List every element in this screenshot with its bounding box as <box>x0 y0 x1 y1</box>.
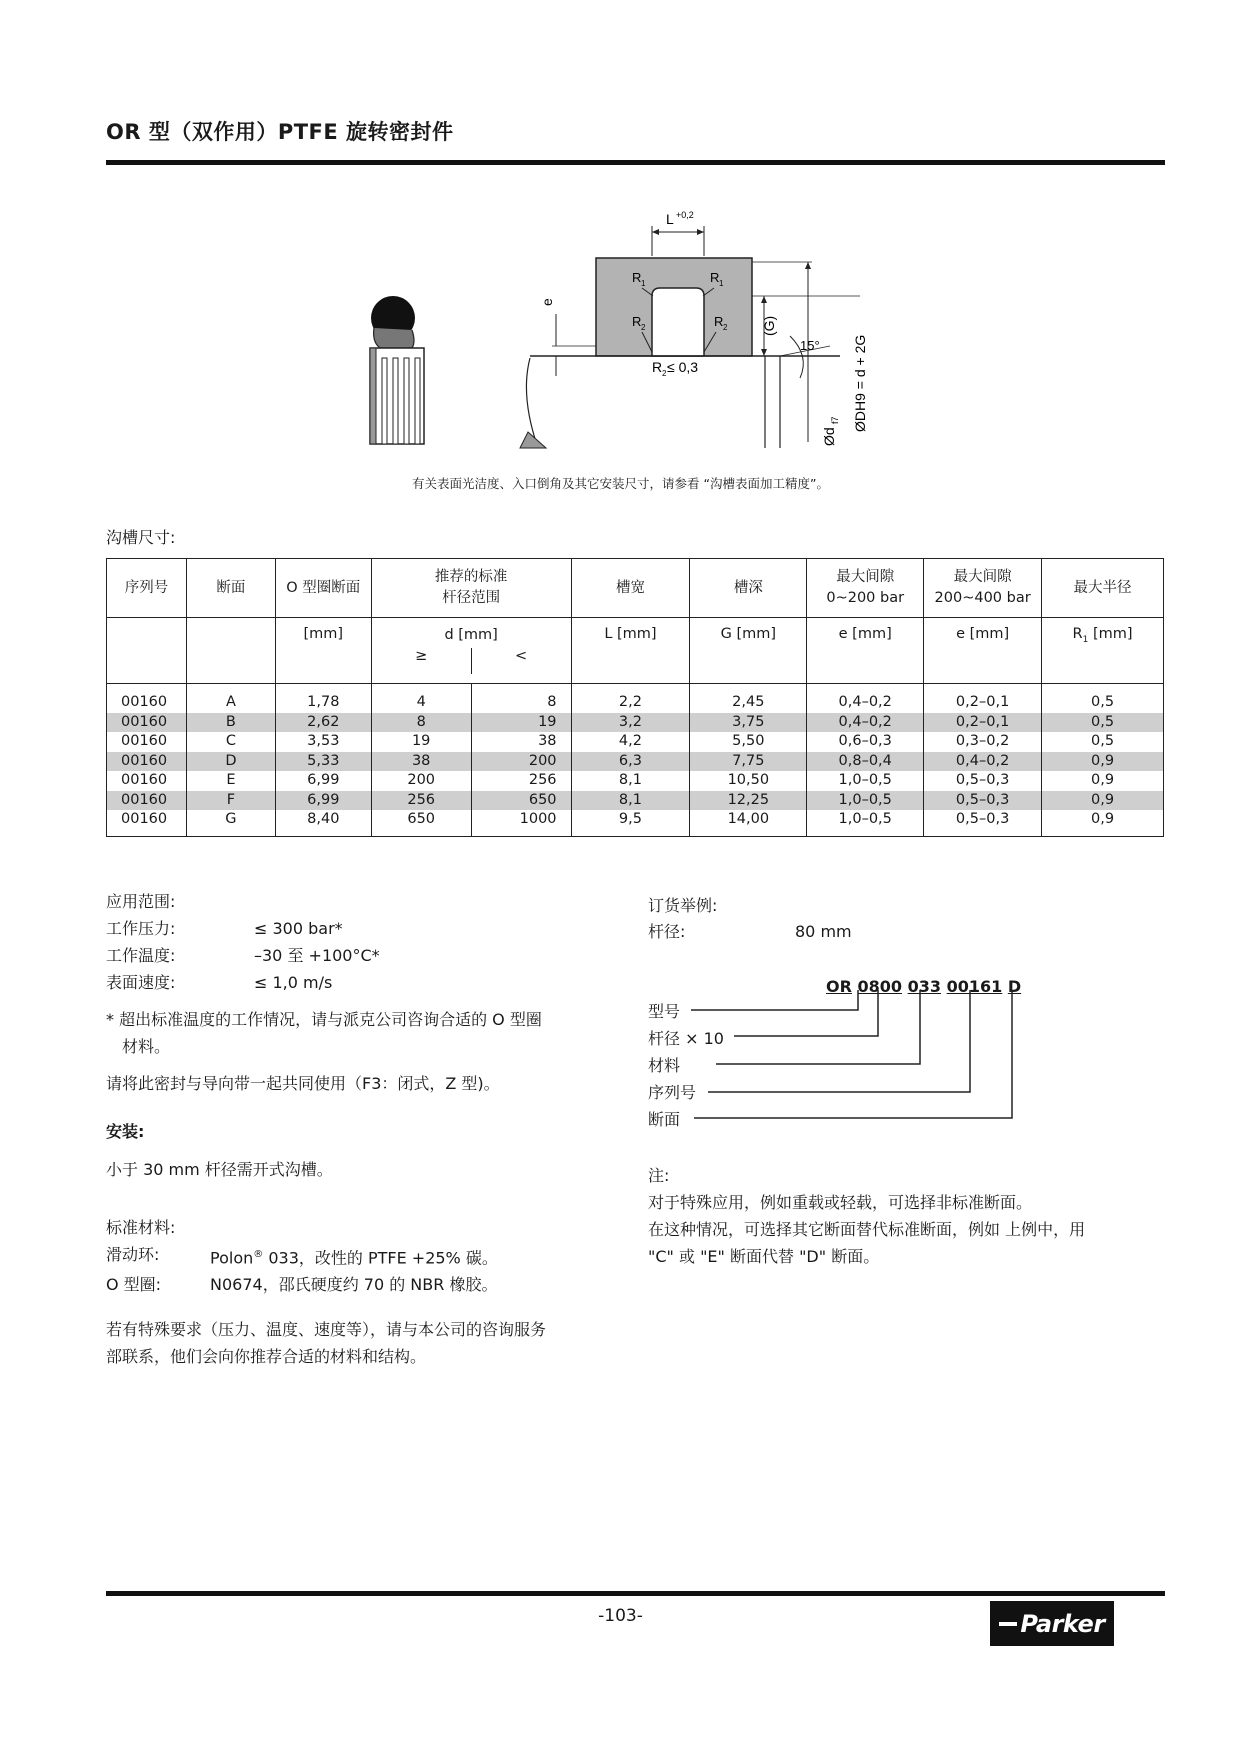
unit-rod-max: < <box>515 648 528 664</box>
footnote-line-1: * 超出标准温度的工作情况，请与派克公司咨询合适的 O 型圈 <box>106 1010 542 1029</box>
header-gap-400: 最大间隙 200~400 bar <box>924 559 1042 618</box>
label-R2-right-sub: 2 <box>723 323 728 332</box>
table-header-row <box>107 559 1164 618</box>
table-cell: 1000 <box>471 810 571 836</box>
table-cell: A <box>186 684 275 713</box>
table-cell: 00160 <box>107 810 187 836</box>
table-cell: E <box>186 771 275 791</box>
legend-type: 型号 <box>648 1002 681 1021</box>
slide-ring-label: 滑动环: <box>106 1245 160 1264</box>
unit-radius-sub: 1 <box>1082 634 1089 645</box>
label-R1-right: R <box>710 270 720 285</box>
materials-heading: 标准材料: <box>106 1218 176 1237</box>
groove-dimensions-table <box>106 558 1164 837</box>
label-R1-right-sub: 1 <box>719 279 724 288</box>
table-cell: 3,2 <box>571 713 690 733</box>
temperature-value: –30 至 +100°C* <box>254 946 380 965</box>
installation-heading: 安装: <box>106 1122 145 1141</box>
label-d-sub: f7 <box>830 416 840 424</box>
guide-note: 请将此密封与导向带一起共同使用（F3：闭式，Z 型)。 <box>106 1074 500 1093</box>
table-cell: 0,9 <box>1042 771 1164 791</box>
slide-ring-value <box>210 1241 498 1271</box>
label-R2-note-sub: 2 <box>662 369 667 378</box>
unit-radius-tail: [mm] <box>1088 626 1133 642</box>
diagram-caption: 有关表面光洁度、入口倒角及其它安装尺寸，请参看 “沟槽表面加工精度”。 <box>412 476 829 491</box>
pressure-label: 工作压力: <box>106 919 176 938</box>
table-cell: 0,6–0,3 <box>807 732 924 752</box>
unit-oring: [mm] <box>275 618 371 684</box>
table-cell: 200 <box>471 752 571 772</box>
unit-rod-label: d [mm] <box>444 627 498 643</box>
unit-radius-main: R <box>1072 626 1083 642</box>
table-cell: 38 <box>371 752 471 772</box>
oring-value: N0674，邵氏硬度约 70 的 NBR 橡胶。 <box>210 1275 498 1295</box>
table-cell: 8 <box>471 684 571 713</box>
bottom-rule <box>106 1591 1165 1596</box>
table-cell: 0,3–0,2 <box>924 732 1042 752</box>
table-cell: 1,78 <box>275 684 371 713</box>
label-L: L <box>666 211 674 227</box>
page-title: OR 型（双作用）PTFE 旋转密封件 <box>106 120 454 144</box>
notes-heading: 注: <box>648 1166 670 1185</box>
table-cell: 0,5–0,3 <box>924 771 1042 791</box>
table-cell: 7,75 <box>690 752 807 772</box>
table-cell: 00160 <box>107 752 187 772</box>
table-cell: B <box>186 713 275 733</box>
table-cell: 00160 <box>107 791 187 811</box>
slide-ring-reg: ® <box>253 1249 264 1260</box>
order-legend <box>648 998 724 1133</box>
order-rod <box>648 918 852 945</box>
table-cell: 0,5 <box>1042 713 1164 733</box>
page-number: -103- <box>598 1606 643 1626</box>
slide-ring-value-b: 033，改性的 PTFE +25% 碳。 <box>263 1248 498 1268</box>
table-cell: 0,5–0,3 <box>924 791 1042 811</box>
legend-material: 材料 <box>648 1056 681 1075</box>
table-cell: 1,0–0,5 <box>807 791 924 811</box>
unit-rod-min: ≥ <box>372 648 472 674</box>
table-cell: 00160 <box>107 732 187 752</box>
table-cell: 2,62 <box>275 713 371 733</box>
legend-rod: 杆径 × 10 <box>648 1029 724 1048</box>
table-cell: 10,50 <box>690 771 807 791</box>
label-G: (G) <box>761 315 777 336</box>
table-cell: 8,1 <box>571 791 690 811</box>
table-cell: 2,2 <box>571 684 690 713</box>
table-cell: G <box>186 810 275 836</box>
order-heading: 订货举例: <box>648 896 718 915</box>
table-cell: 0,2–0,1 <box>924 684 1042 713</box>
code-material: 033 <box>907 977 942 996</box>
table-cell: 4 <box>371 684 471 713</box>
table-cell: 19 <box>371 732 471 752</box>
slide-ring-value-a: Polon <box>210 1248 254 1268</box>
table-cell: 1,0–0,5 <box>807 810 924 836</box>
table-cell: 650 <box>471 791 571 811</box>
legend-section: 断面 <box>648 1110 681 1129</box>
speed-label: 表面速度: <box>106 973 176 992</box>
logo-text: Parker <box>1020 1609 1105 1638</box>
table-cell: 0,5 <box>1042 732 1164 752</box>
table-cell: 1,0–0,5 <box>807 771 924 791</box>
label-R1-left: R <box>632 270 642 285</box>
label-R2-left: R <box>632 314 642 329</box>
table-cell: 6,99 <box>275 771 371 791</box>
groove-drawing <box>520 210 868 448</box>
table-row <box>107 684 1164 713</box>
footnote-line-2: 材料。 <box>122 1037 171 1056</box>
logo-dash <box>999 1622 1017 1626</box>
table-cell: 0,4–0,2 <box>807 684 924 713</box>
label-R2-right: R <box>714 314 724 329</box>
table-cell: 3,53 <box>275 732 371 752</box>
table-cell: 8,1 <box>571 771 690 791</box>
application-speed <box>106 969 626 996</box>
pressure-value: ≤ 300 bar* <box>254 919 343 938</box>
table-cell: C <box>186 732 275 752</box>
materials-section <box>106 1214 626 1298</box>
label-R2-note-value: ≤ 0,3 <box>667 359 699 375</box>
code-type: OR <box>826 977 852 996</box>
table-cell: F <box>186 791 275 811</box>
table-cell: 2,45 <box>690 684 807 713</box>
order-rod-value: 80 mm <box>795 922 852 941</box>
unit-gap-400: e [mm] <box>924 618 1042 684</box>
notes-line-3: "C" 或 "E" 断面代替 "D" 断面。 <box>648 1247 880 1266</box>
label-R2-left-sub: 2 <box>641 323 646 332</box>
header-gap-200: 最大间隙 0~200 bar <box>807 559 924 618</box>
notes-line-2: 在这种情况，可选择其它断面替代标准断面，例如 上例中，用 <box>648 1220 1086 1239</box>
table-cell: 5,50 <box>690 732 807 752</box>
top-rule <box>106 160 1165 165</box>
label-angle: 15° <box>800 338 820 353</box>
material-oring <box>106 1271 626 1298</box>
header-groove-depth: 槽深 <box>690 559 807 618</box>
table-row <box>107 791 1164 811</box>
label-R2-note: R <box>652 359 663 375</box>
table-cell: 00160 <box>107 713 187 733</box>
label-R1-left-sub: 1 <box>641 279 646 288</box>
speed-value: ≤ 1,0 m/s <box>254 973 333 992</box>
header-max-radius: 最大半径 <box>1042 559 1164 618</box>
seal-cross-section <box>370 296 424 444</box>
table-cell: 19 <box>471 713 571 733</box>
table-cell: 200 <box>371 771 471 791</box>
unit-section <box>186 618 275 684</box>
application-temperature <box>106 942 626 969</box>
table-cell: 12,25 <box>690 791 807 811</box>
table-row <box>107 732 1164 752</box>
label-L-tol: +0,2 <box>676 210 694 220</box>
notes-section <box>648 1162 1168 1270</box>
table-cell: 256 <box>471 771 571 791</box>
table-cell: 9,5 <box>571 810 690 836</box>
header-groove-width: 槽宽 <box>571 559 690 618</box>
table-cell: D <box>186 752 275 772</box>
header-oring: O 型圈断面 <box>275 559 371 618</box>
label-e: e <box>539 298 555 306</box>
table-cell: 8 <box>371 713 471 733</box>
unit-width: L [mm] <box>571 618 690 684</box>
material-slide-ring <box>106 1241 626 1271</box>
seal-diagram <box>360 196 920 456</box>
table-cell: 0,4–0,2 <box>924 752 1042 772</box>
unit-rod <box>371 618 571 684</box>
table-cell: 650 <box>371 810 471 836</box>
special-line-2: 部联系，他们会向你推荐合适的材料和结构。 <box>106 1347 427 1366</box>
order-rod-label: 杆径: <box>648 922 686 941</box>
special-request <box>106 1316 666 1370</box>
table-cell: 0,9 <box>1042 810 1164 836</box>
code-rod: 0800 <box>857 977 903 996</box>
label-d: Ød <box>821 427 837 446</box>
unit-depth: G [mm] <box>690 618 807 684</box>
unit-gap-200: e [mm] <box>807 618 924 684</box>
table-row <box>107 810 1164 836</box>
table-cell: 256 <box>371 791 471 811</box>
table-cell: 5,33 <box>275 752 371 772</box>
table-row <box>107 752 1164 772</box>
special-line-1: 若有特殊要求（压力、温度、速度等），请与本公司的咨询服务 <box>106 1320 547 1339</box>
application-heading: 应用范围: <box>106 892 176 911</box>
label-DH: ØDH9 = d + 2G <box>852 334 868 432</box>
table-cell: 0,8–0,4 <box>807 752 924 772</box>
table-cell: 38 <box>471 732 571 752</box>
code-serial: 00161 <box>946 977 1003 996</box>
table-cell: 0,9 <box>1042 791 1164 811</box>
table-cell: 0,5–0,3 <box>924 810 1042 836</box>
temperature-label: 工作温度: <box>106 946 176 965</box>
header-rod-range: 推荐的标准 杆径范围 <box>371 559 571 618</box>
table-row <box>107 771 1164 791</box>
legend-serial: 序列号 <box>648 1083 697 1102</box>
header-serial: 序列号 <box>107 559 187 618</box>
table-cell: 14,00 <box>690 810 807 836</box>
table-cell: 3,75 <box>690 713 807 733</box>
oring-label: O 型圈: <box>106 1275 162 1295</box>
installation-text: 小于 30 mm 杆径需开式沟槽。 <box>106 1160 333 1179</box>
table-cell: 4,2 <box>571 732 690 752</box>
table-cell: 0,4–0,2 <box>807 713 924 733</box>
unit-serial <box>107 618 187 684</box>
table-row <box>107 713 1164 733</box>
table-cell: 00160 <box>107 771 187 791</box>
table-unit-row <box>107 618 1164 684</box>
table-cell: 0,9 <box>1042 752 1164 772</box>
application-pressure <box>106 915 626 942</box>
table-cell: 6,3 <box>571 752 690 772</box>
table-cell: 8,40 <box>275 810 371 836</box>
table-cell: 6,99 <box>275 791 371 811</box>
application-section <box>106 888 626 1097</box>
header-section: 断面 <box>186 559 275 618</box>
parker-logo <box>990 1601 1114 1646</box>
table-cell: 0,2–0,1 <box>924 713 1042 733</box>
code-section: D <box>1007 977 1022 996</box>
table-cell: 0,5 <box>1042 684 1164 713</box>
table-cell: 00160 <box>107 684 187 713</box>
notes-line-1: 对于特殊应用，例如重载或轻载，可选择非标准断面。 <box>648 1193 1033 1212</box>
unit-radius <box>1042 618 1164 684</box>
groove-table-heading: 沟槽尺寸: <box>106 528 176 547</box>
